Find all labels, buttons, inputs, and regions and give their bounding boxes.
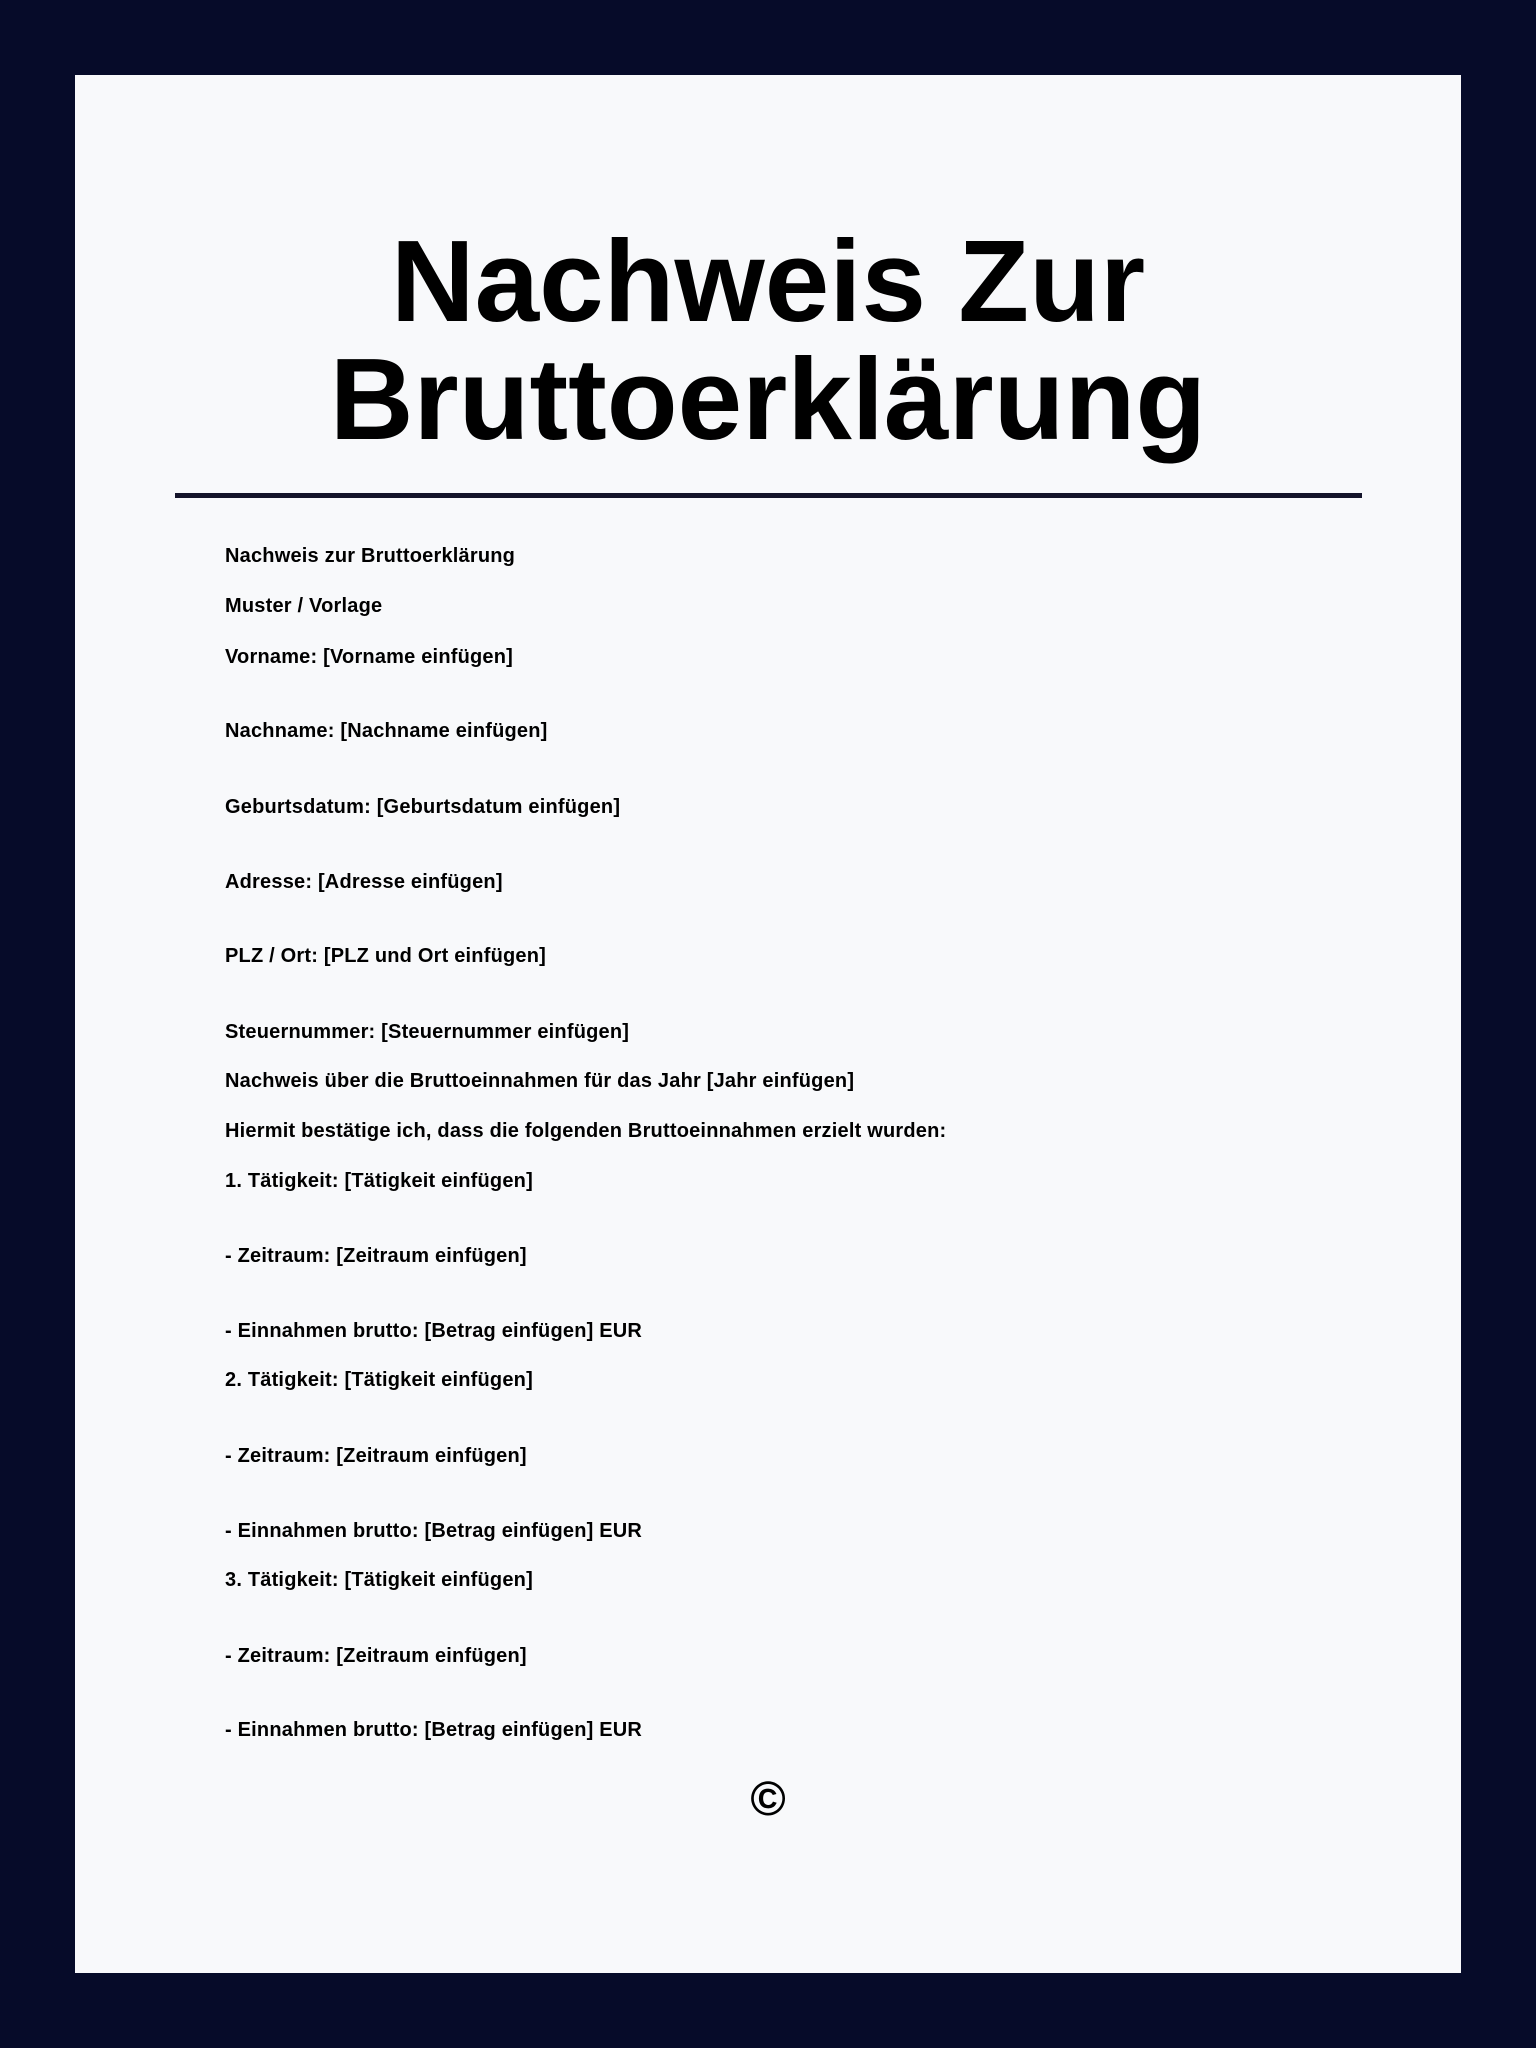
document-line: PLZ / Ort: [PLZ und Ort einfügen] <box>225 945 547 967</box>
copyright-icon: © <box>750 1773 786 1826</box>
document-line: Muster / Vorlage <box>225 595 383 617</box>
title-divider <box>175 493 1362 498</box>
document-line: Vorname: [Vorname einfügen] <box>225 646 514 668</box>
document-line: Hiermit bestätige ich, dass die folgenden Bruttoeinnahmen erzielt wurden: <box>225 1120 947 1142</box>
document-line: - Einnahmen brutto: [Betrag einfügen] EUR <box>225 1520 643 1542</box>
document-line: - Einnahmen brutto: [Betrag einfügen] EUR <box>225 1719 643 1741</box>
document-line: - Zeitraum: [Zeitraum einfügen] <box>225 1245 527 1267</box>
document-line: Geburtsdatum: [Geburtsdatum einfügen] <box>225 796 621 818</box>
document-line: Nachweis zur Bruttoerklärung <box>225 545 516 567</box>
document-line: 1. Tätigkeit: [Tätigkeit einfügen] <box>225 1170 533 1192</box>
page-title: Nachweis Zur Bruttoerklärung <box>329 216 1207 464</box>
document-line: 3. Tätigkeit: [Tätigkeit einfügen] <box>225 1569 533 1591</box>
document-line: Steuernummer: [Steuernummer einfügen] <box>225 1021 630 1043</box>
document-line: - Einnahmen brutto: [Betrag einfügen] EUR <box>225 1320 643 1342</box>
document-line: - Zeitraum: [Zeitraum einfügen] <box>225 1645 527 1667</box>
document-line: Nachweis über die Bruttoeinnahmen für das Jahr [Jahr einfügen] <box>225 1070 855 1092</box>
document-line: Adresse: [Adresse einfügen] <box>225 871 503 893</box>
document-line: 2. Tätigkeit: [Tätigkeit einfügen] <box>225 1369 533 1391</box>
document-line: Nachname: [Nachname einfügen] <box>225 720 548 742</box>
document-line: - Zeitraum: [Zeitraum einfügen] <box>225 1445 527 1467</box>
